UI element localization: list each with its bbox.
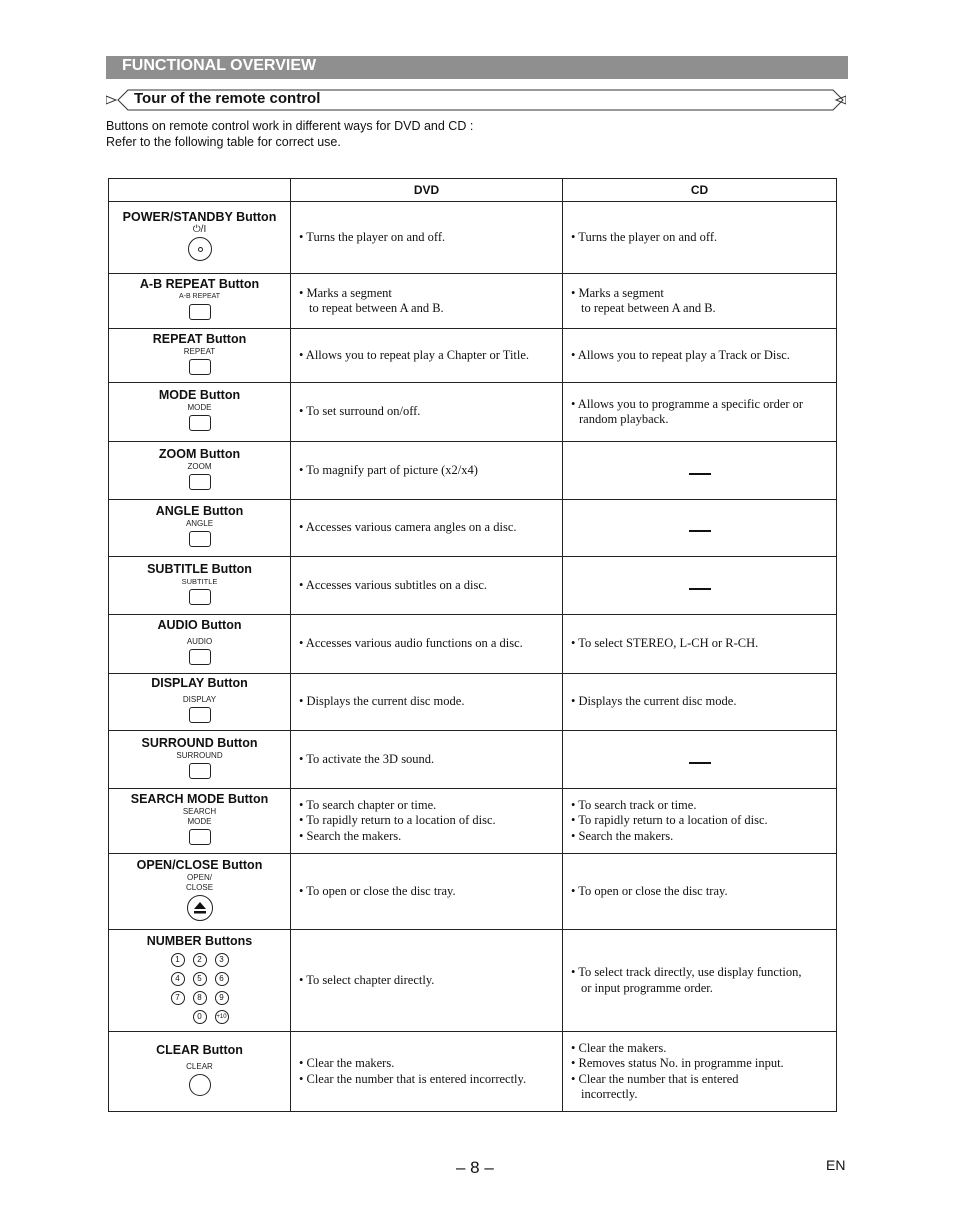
button-name: ZOOM Button — [158, 446, 241, 461]
dvd-description: • Accesses various camera angles on a disc. — [291, 500, 563, 557]
button-caption: MODE — [187, 817, 212, 826]
table-row — [109, 329, 837, 383]
section-divider — [106, 76, 848, 79]
dvd-description: • To open or close the disc tray. — [291, 854, 563, 930]
button-name: SUBTITLE Button — [147, 561, 252, 576]
button-cell — [109, 202, 291, 274]
subsection-header — [106, 88, 846, 112]
dvd-description: • To magnify part of picture (x2/x4) — [291, 442, 563, 500]
button-cell — [109, 274, 291, 329]
subtitle-button-icon — [189, 589, 211, 605]
cd-description: • To search track or time. • To rapidly return to a location of disc. • Search the makers. — [563, 789, 837, 854]
dvd-description: • Accesses various audio functions on a disc. — [291, 615, 563, 674]
button-name: DISPLAY Button — [151, 676, 248, 690]
table-row — [109, 615, 837, 674]
button-cell — [109, 854, 291, 930]
table-row — [109, 383, 837, 442]
button-cell — [109, 1032, 291, 1112]
cd-description: • To open or close the disc tray. — [563, 854, 837, 930]
repeat-button-icon — [189, 359, 211, 375]
button-cell — [109, 615, 291, 674]
cd-description: • Clear the makers. • Removes status No. in programme input. • Clear the number that is entered incorrectly. — [563, 1032, 837, 1112]
number-key: 8 — [193, 991, 207, 1005]
dvd-description: • Accesses various subtitles on a disc. — [291, 557, 563, 615]
button-caption: SUBTITLE — [181, 576, 218, 586]
dash-icon — [689, 762, 711, 764]
cd-not-applicable — [563, 557, 837, 615]
dvd-description: • To select chapter directly. — [291, 930, 563, 1032]
number-keypad — [167, 952, 233, 1028]
surround-button-icon — [189, 763, 211, 779]
section-title: FUNCTIONAL OVERVIEW — [122, 57, 317, 74]
number-key: 9 — [215, 991, 229, 1005]
cd-description: • To select STEREO, L-CH or R-CH. — [563, 615, 837, 674]
table-row — [109, 930, 837, 1032]
button-caption: SEARCH — [182, 807, 217, 816]
language-code: EN — [826, 1157, 846, 1173]
button-name: NUMBER Buttons — [146, 933, 253, 948]
button-cell — [109, 557, 291, 615]
ab-repeat-button-icon — [189, 304, 211, 320]
dvd-description: • Allows you to repeat play a Chapter or Title. — [291, 329, 563, 383]
cd-not-applicable — [563, 500, 837, 557]
page-number: – 8 – — [456, 1158, 494, 1177]
table-row — [109, 854, 837, 930]
intro-text — [106, 118, 473, 150]
dvd-description: • To set surround on/off. — [291, 383, 563, 442]
button-caption: AUDIO — [186, 637, 213, 646]
section-header — [106, 56, 848, 76]
button-caption: ⏻/I — [192, 223, 207, 235]
header-button — [109, 179, 291, 202]
button-name: SEARCH MODE Button — [130, 792, 269, 806]
number-key: 0 — [193, 1010, 207, 1024]
cd-description: • Turns the player on and off. — [563, 202, 837, 274]
button-caption: ZOOM — [187, 461, 212, 471]
button-caption: DISPLAY — [182, 695, 217, 704]
button-name: SURROUND Button — [141, 735, 258, 750]
dash-icon — [689, 588, 711, 590]
dvd-description: • Clear the makers. • Clear the number that is entered incorrectly. — [291, 1032, 563, 1112]
display-button-icon — [189, 707, 211, 723]
angle-button-icon — [189, 531, 211, 547]
button-name: MODE Button — [158, 388, 241, 402]
remote-button-table — [108, 178, 837, 1112]
button-caption: REPEAT — [183, 346, 216, 356]
dvd-description: • To search chapter or time. • To rapidly return to a location of disc. • Search the makers. — [291, 789, 563, 854]
dvd-description: • To activate the 3D sound. — [291, 731, 563, 789]
number-key: 3 — [215, 953, 229, 967]
number-key: +10 — [215, 1010, 229, 1024]
dvd-description: • Marks a segment to repeat between A and B. — [291, 274, 563, 329]
number-key: 2 — [193, 953, 207, 967]
number-key: 4 — [171, 972, 185, 986]
table-row — [109, 274, 837, 329]
table-row — [109, 557, 837, 615]
button-name: REPEAT Button — [152, 331, 247, 346]
button-name: AUDIO Button — [157, 618, 242, 632]
header-dvd: DVD — [291, 179, 563, 202]
table-row — [109, 1032, 837, 1112]
zoom-button-icon — [189, 474, 211, 490]
button-caption: A-B REPEAT — [178, 293, 221, 300]
dash-icon — [689, 473, 711, 475]
subsection-title: Tour of the remote control — [134, 90, 321, 107]
table-row — [109, 674, 837, 731]
button-cell — [109, 500, 291, 557]
button-name: POWER/STANDBY Button — [122, 209, 277, 224]
button-caption: OPEN/ — [187, 872, 212, 882]
power-button-icon — [188, 237, 212, 261]
cd-not-applicable — [563, 731, 837, 789]
table-row — [109, 202, 837, 274]
search-mode-button-icon — [189, 829, 211, 845]
table-header-row — [109, 179, 837, 202]
cd-not-applicable — [563, 442, 837, 500]
button-cell — [109, 383, 291, 442]
dash-icon — [689, 530, 711, 532]
intro-line: Buttons on remote control work in different ways for DVD and CD : — [106, 119, 474, 133]
clear-button-icon — [189, 1074, 211, 1096]
cd-description: • Allows you to programme a specific order or random playback. — [563, 383, 837, 442]
button-name: ANGLE Button — [155, 504, 244, 518]
button-cell — [109, 930, 291, 1032]
button-name: A-B REPEAT Button — [139, 277, 260, 291]
dvd-description: • Turns the player on and off. — [291, 202, 563, 274]
cd-description: • Displays the current disc mode. — [563, 674, 837, 731]
button-cell — [109, 329, 291, 383]
intro-line: Refer to the following table for correct use. — [106, 135, 341, 149]
number-key: 6 — [215, 972, 229, 986]
button-cell — [109, 442, 291, 500]
number-key: 5 — [193, 972, 207, 986]
audio-button-icon — [189, 649, 211, 665]
number-key: 7 — [171, 991, 185, 1005]
cd-description: • Marks a segment to repeat between A and B. — [563, 274, 837, 329]
number-key: 1 — [171, 953, 185, 967]
table-row — [109, 500, 837, 557]
table-row — [109, 442, 837, 500]
button-caption: CLOSE — [185, 882, 214, 892]
button-cell — [109, 789, 291, 854]
button-caption: CLEAR — [186, 1061, 213, 1071]
mode-button-icon — [189, 415, 211, 431]
cd-description: • To select track directly, use display function, or input programme order. — [563, 930, 837, 1032]
dvd-description: • Displays the current disc mode. — [291, 674, 563, 731]
button-caption: SURROUND — [176, 750, 223, 760]
button-caption: ANGLE — [185, 519, 214, 528]
button-cell — [109, 674, 291, 731]
header-cd: CD — [563, 179, 837, 202]
cd-description: • Allows you to repeat play a Track or Disc. — [563, 329, 837, 383]
eject-icon — [187, 895, 213, 921]
button-name: OPEN/CLOSE Button — [136, 857, 263, 872]
table-row — [109, 731, 837, 789]
button-cell — [109, 731, 291, 789]
table-row — [109, 789, 837, 854]
button-caption: MODE — [187, 403, 212, 412]
button-name: CLEAR Button — [156, 1042, 243, 1057]
number-key-spacer — [171, 1010, 185, 1024]
